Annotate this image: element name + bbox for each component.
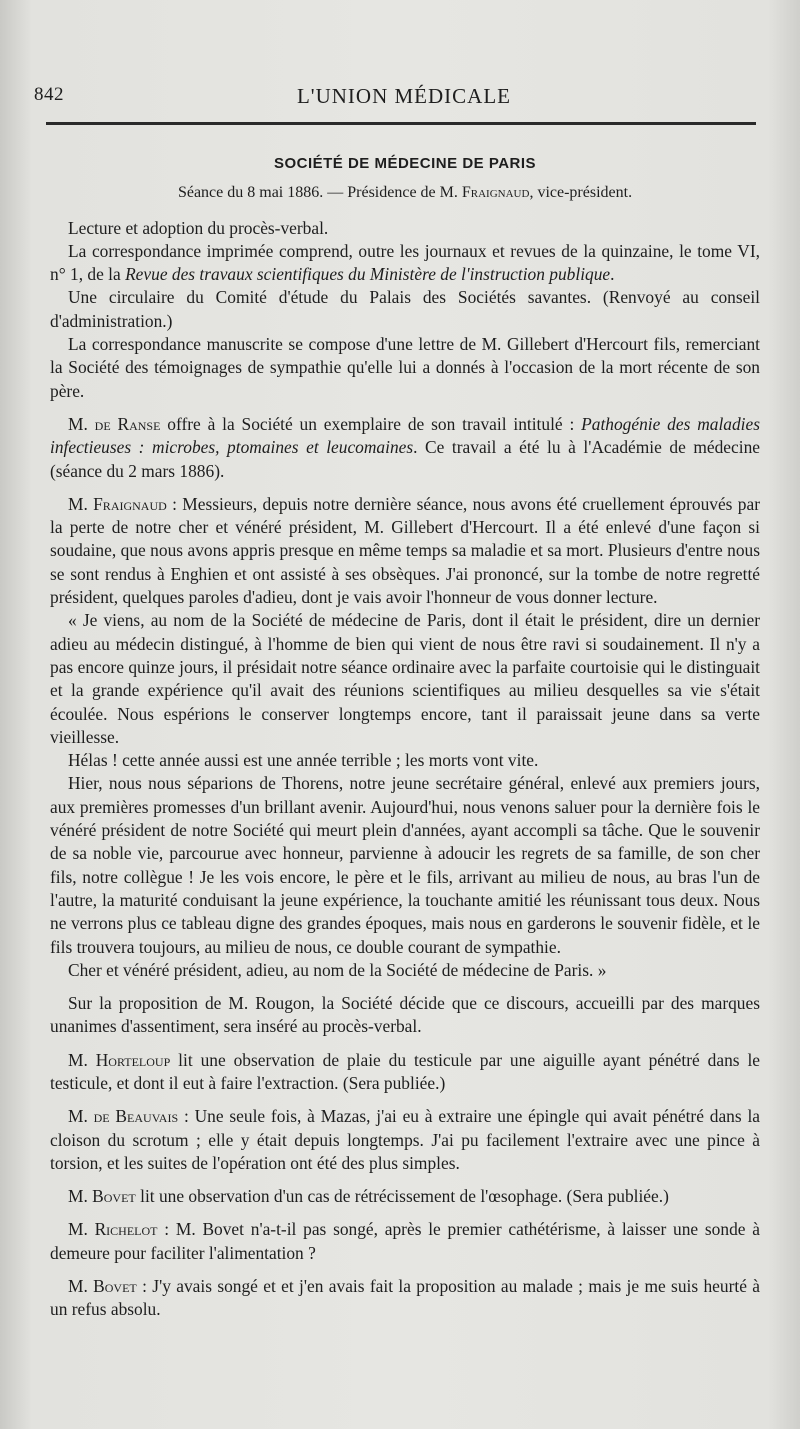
article-body xyxy=(50,150,760,1322)
speaker-name: Bovet xyxy=(92,1186,136,1207)
session-text: Séance du 8 mai 1886. — Présidence de M. xyxy=(177,184,462,202)
speaker-name: de Beauvais xyxy=(93,1106,179,1127)
text: M. xyxy=(68,1049,96,1070)
paragraph-eulogy-4: Cher et vénéré président, adieu, au nom de la Société de médecine de Paris. » xyxy=(68,959,607,980)
paragraph-horteloup xyxy=(50,1049,760,1096)
text: : Messieurs, depuis notre dernière séance, nous avons été cruellement éprouvés par la perte de notre cher et vénéré président, M. Gillebert d'Hercourt. Il a été enlevé d'une façon si soudaine, que nous avons appris presque en même temps sa maladie et sa mort. Plusieurs d'entre nous se sont rendus à Enghien et ont assisté à ses obsèques. J'ai prononcé, sur la tombe de notre regretté président, quelques paroles d'adieu, dont je vais avoir l'honneur de vous donner lecture. xyxy=(50,493,760,608)
running-head xyxy=(34,84,774,114)
session-line xyxy=(50,181,760,204)
paragraph-eulogy-3: Hier, nous nous séparions de Thorens, notre jeune secrétaire général, enlevé aux premiers jours, aux premières promesses d'un brillant avenir. Aujourd'hui, nous venons saluer pour la dernière fois le vénéré président de notre Société qui meurt plein d'années, ayant accompli sa tâche. Que le souvenir de sa noble vie, parcourue avec honneur, parvienne à adoucir les regrets de sa famille, de son cher fils, notre collègue ! Je les vois encore, le père et le fils, arrivant au milieu de nous, au bras l'un de l'autre, la maturité conduisant la jeune expérience, la touchante amitié les réunissant tous deux. Nous ne verrons plus ce tableau digne des grandes époques, mais nous en garderons le souvenir fidèle, et le fils trouvera toujours, au milieu de nous, ce double courant de sympathie. xyxy=(50,773,760,957)
paragraph-manuscript-correspondence: La correspondance manuscrite se compose d'une lettre de M. Gillebert d'Hercourt fils, remerciant la Société des témoignages de sympathie qu'elle lui a donnés à l'occasion de la mort récente de son père. xyxy=(50,334,760,401)
speaker-name: Fraignaud xyxy=(93,493,167,514)
speaker-name: Richelot xyxy=(94,1219,158,1240)
paragraph-de-beauvais xyxy=(50,1105,760,1175)
text: : J'y avais songé et et j'en avais fait la proposition au malade ; mais je me suis heurté à un refus absolu. xyxy=(50,1276,760,1320)
speaker-name: Horteloup xyxy=(95,1049,171,1070)
session-role: , vice-président. xyxy=(529,184,633,202)
text: M. xyxy=(68,413,95,434)
paragraph-rougon-proposal: Sur la proposition de M. Rougon, la Société décide que ce discours, accueilli par des marques unanimes d'assentiment, sera inséré au procès-verbal. xyxy=(50,993,760,1037)
text: . xyxy=(610,264,615,285)
text: M. xyxy=(68,1276,94,1297)
paragraph-eulogy-2: Hélas ! cette année aussi est une année terrible ; les morts vont vite. xyxy=(68,750,539,771)
text: lit une observation d'un cas de rétrécissement de l'œsophage. (Sera publiée.) xyxy=(135,1186,669,1207)
publication-title: Revue des travaux scientifiques du Ministère de l'instruction publique xyxy=(125,264,611,285)
session-president: Fraignaud xyxy=(461,184,530,202)
paragraph-circular: Une circulaire du Comité d'étude du Palais des Sociétés savantes. (Renvoyé au conseil d'administration.) xyxy=(50,287,760,331)
paragraph-de-ranse xyxy=(50,413,760,483)
header-rule xyxy=(46,122,756,125)
paragraph-fraignaud xyxy=(50,493,760,609)
text: : M. Bovet n'a-t-il pas songé, après le premier cathétérisme, à laisser une sonde à demeure pour faciliter l'alimentation ? xyxy=(50,1219,760,1263)
speaker-name: Bovet xyxy=(93,1276,137,1297)
speaker-name: de Ranse xyxy=(94,413,161,434)
work-title: Pathogénie des maladies infectieuses : microbes, ptomaines et leucomaines xyxy=(50,413,760,458)
text: lit une observation de plaie du testicule par une aiguille ayant pénétré dans le testicule, et dont il eut à faire l'extraction. (Sera publiée.) xyxy=(50,1049,760,1093)
paragraph-minutes: Lecture et adoption du procès-verbal. xyxy=(68,217,329,238)
text: offre à la Société un exemplaire de son travail intitulé : xyxy=(160,413,582,434)
section-title: SOCIÉTÉ DE MÉDECINE DE PARIS xyxy=(273,155,537,172)
text: : Une seule fois, à Mazas, j'ai eu à extraire une épingle qui avait pénétré dans la cloison du scrotum ; elle y était depuis longtemps. J'ai pu facilement l'extraire avec une pince à torsion, et les suites de l'opération ont été des plus simples. xyxy=(50,1106,760,1173)
journal-title: L'UNION MÉDICALE xyxy=(296,84,511,108)
text: M. xyxy=(68,1186,93,1207)
paragraph-printed-correspondence xyxy=(50,240,760,287)
page-number: 842 xyxy=(34,84,64,105)
paragraph-bovet-reply xyxy=(50,1275,760,1322)
text: M. xyxy=(68,493,94,514)
paragraph-richelot xyxy=(50,1218,760,1265)
paragraph-eulogy-1: « Je viens, au nom de la Société de médecine de Paris, dont il était le président, dire un dernier adieu au médecin distingué, à l'homme de bien qui vient de nous être ravi si soudainement. Il n'y a pas encore quinze jours, il présidait notre séance ordinaire avec la parfaite courtoisie qui le distinguait et la grande expérience qu'il avait des réunions scientifiques au milieu desquelles sa vie s'était écoulée. Nous espérions le conserver longtemps encore, tant il paraissait jeune dans sa verte vieillesse. xyxy=(50,610,760,747)
text: M. xyxy=(68,1219,95,1240)
paragraph-bovet-observation xyxy=(50,1185,760,1208)
text: La correspondance imprimée comprend, outre les journaux et revues de la quinzaine, le tome VI, n° 1, de la xyxy=(50,240,760,285)
text: . Ce travail a été lu à l'Académie de médecine (séance du 2 mars 1886). xyxy=(50,437,760,481)
text: M. xyxy=(68,1106,94,1127)
